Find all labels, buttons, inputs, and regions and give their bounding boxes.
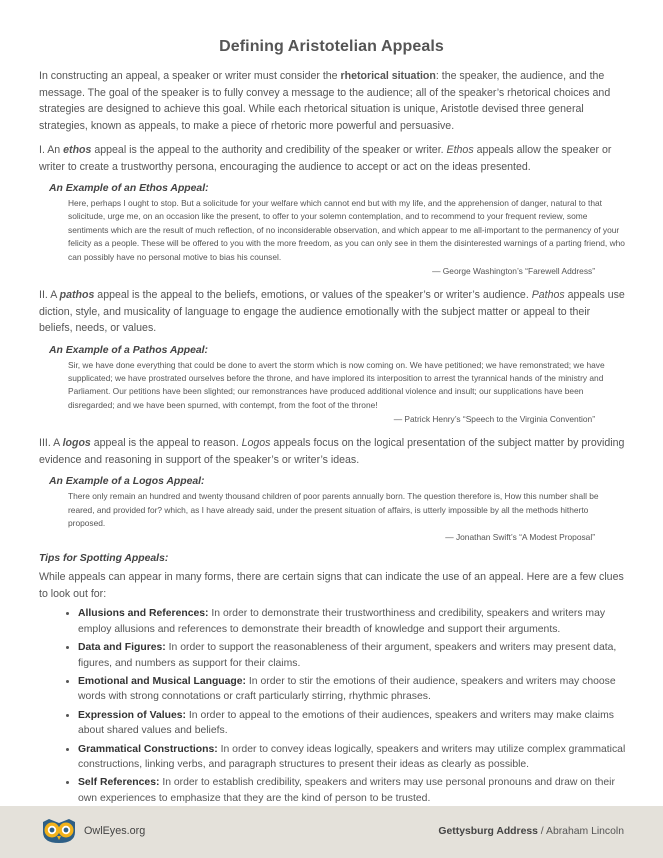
intro-text-1: In constructing an appeal, a speaker or writer must consider the: [39, 70, 341, 82]
page-title: Defining Aristotelian Appeals: [219, 38, 444, 55]
tip-text: In order to establish credibility, speakers and writers may use personal pronouns and draw on their own experiences to emphasize that they are the kind of person to be trusted.: [78, 777, 615, 804]
brand-name: OwlEyes.org: [84, 825, 146, 837]
pathos-term-italic: Pathos: [531, 289, 565, 302]
ethos-term: ethos: [63, 144, 92, 156]
intro-text-2: : the speaker, the audience, and the message. The goal of the speaker is to fully convey a message to the audience; all of the speaker’s rhetorical choices and strategies are designed to achieve this goal. While each rhetorical situation is unique, Aristotle devised three general strategies, known as appeals, to make a piece of rhetoric more powerful and persuasive.: [39, 70, 611, 132]
ethos-text-1: appeal is the appeal to the authority and credibility of the speaker or writer.: [91, 144, 447, 156]
list-item: [78, 606, 626, 637]
ethos-term-italic: Ethos: [446, 144, 474, 156]
tip-text: In order to demonstrate their trustworthiness and credibility, speakers and writers may employ allusions and references to demonstrate their breadth of knowledge and support their arguments.: [78, 608, 606, 635]
intro-bold-term: rhetorical situation: [340, 70, 436, 82]
tips-intro: While appeals can appear in many forms, there are certain signs that can indicate the use of an appeal. Here are a few clues to look out for:: [39, 571, 624, 600]
tip-label: Self References:: [78, 777, 160, 789]
tip-label: Emotional and Musical Language:: [78, 676, 247, 687]
ethos-example-title: An Example of an Ethos Appeal:: [49, 183, 209, 194]
list-item: [78, 674, 626, 705]
logos-quote: There only remain an hundred and twenty thousand children of poor parents annually born. The question therefore is, How this number shall be reared, and provided for? which, as I have already said, under the present situation of affairs, is utterly impossible by all the methods hitherto proposed.: [68, 491, 599, 528]
logos-text-2: appeals focus on the logical presentation of the subject matter by providing evidence and reasoning in support of the speaker’s or writer’s ideas.: [39, 437, 625, 466]
book-author: Abraham Lincoln: [546, 826, 624, 837]
tip-text: In order to support the reasonableness of their argument, speakers and writers may present data, figures, and numbers as support for their claims.: [78, 642, 617, 669]
logos-term: logos: [62, 437, 91, 450]
tip-label: Grammatical Constructions:: [78, 743, 218, 755]
document-body: [39, 68, 626, 809]
list-item: [78, 640, 626, 671]
owl-logo-icon: [40, 818, 78, 844]
logos-term-italic: Logos: [241, 437, 271, 450]
pathos-attribution: — Patrick Henry’s “Speech to the Virginia Convention”: [393, 414, 595, 425]
pathos-text-1: appeal is the appeal to the beliefs, emotions, or values of the speaker’s or writer’s audience.: [94, 289, 532, 302]
tips-title: Tips for Spotting Appeals:: [39, 553, 169, 565]
logos-prefix: III. A: [39, 437, 63, 450]
book-separator: /: [537, 826, 547, 837]
tip-text: In order to convey ideas logically, speakers and writers may utilize complex grammatical constructions, linking verbs, and paragraph structures to present their ideas as clearly as possible.: [78, 743, 626, 771]
logos-paragraph: [39, 435, 626, 468]
list-item: [78, 708, 626, 739]
ethos-prefix: I. An: [39, 144, 64, 156]
book-reference: [438, 826, 624, 837]
tip-text: In order to appeal to the emotions of their audiences, speakers and writers may make claims about shared values and beliefs.: [78, 709, 614, 737]
tip-text: In order to stir the emotions of their audience, speakers and writers may choose words with strong connotations or craft particularly stirring, rhythmic phrases.: [78, 676, 616, 703]
logos-attribution: — Jonathan Swift’s “A Modest Proposal”: [445, 532, 595, 543]
ethos-paragraph: [39, 142, 626, 175]
pathos-paragraph: [39, 287, 626, 337]
ethos-text-2: appeals allow the speaker or writer to create a trustworthy persona, encouraging the audience to accept or act on the ideas presented.: [39, 144, 612, 173]
tip-label: Data and Figures:: [78, 642, 166, 654]
book-title: Gettysburg Address: [438, 826, 538, 837]
intro-paragraph: [39, 68, 626, 134]
ethos-quote: Here, perhaps I ought to stop. But a solicitude for your welfare which cannot end but with my life, and the apprehension of danger, natural to that solicitude, urge me, on an occasion like the present, to offer to your solemn contemplation, and to recommend to your frequent review, some sentiments which are the result of much reflection, of no inconsiderable observation, and which appear to me all-important to the permanency of your felicity as a people. These will be offered to you with the more freedom, as you can only see in them the disinterested warnings of a parting friend, who can possibly have no personal motive to bias his counsel.: [68, 198, 625, 262]
pathos-term: pathos: [59, 289, 95, 302]
tip-label: Allusions and References:: [78, 608, 209, 620]
logos-example-title: An Example of a Logos Appeal:: [49, 476, 205, 488]
footer-bar: [0, 806, 663, 858]
pathos-example-title: An Example of a Pathos Appeal:: [49, 344, 208, 356]
pathos-prefix: II. A: [39, 289, 60, 302]
owleyes-logo-link[interactable]: [40, 818, 145, 844]
ethos-attribution: — George Washington’s “Farewell Address”: [432, 266, 595, 277]
list-item: [78, 775, 626, 806]
logos-text-1: appeal is the appeal to reason.: [90, 437, 242, 450]
list-item: [78, 742, 626, 773]
pathos-text-2: appeals use diction, style, and musicality of language to engage the audience emotionally with the subject matter or appeal to their beliefs, needs, or values.: [39, 289, 625, 335]
tips-list: [39, 606, 626, 806]
tip-label: Expression of Values:: [78, 709, 186, 721]
pathos-quote: Sir, we have done everything that could be done to avert the storm which is now coming on. We have petitioned; we have remonstrated; we have supplicated; we have prostrated ourselves before the throne, and have implored its interposition to arrest the tyrannical hands of the ministry and Parliament. Our petitions have been slighted; our remonstrances have produced additional violence and insult; our supplications have been disregarded; and we have been spurned, with contempt, from the foot of the throne!: [68, 359, 605, 410]
